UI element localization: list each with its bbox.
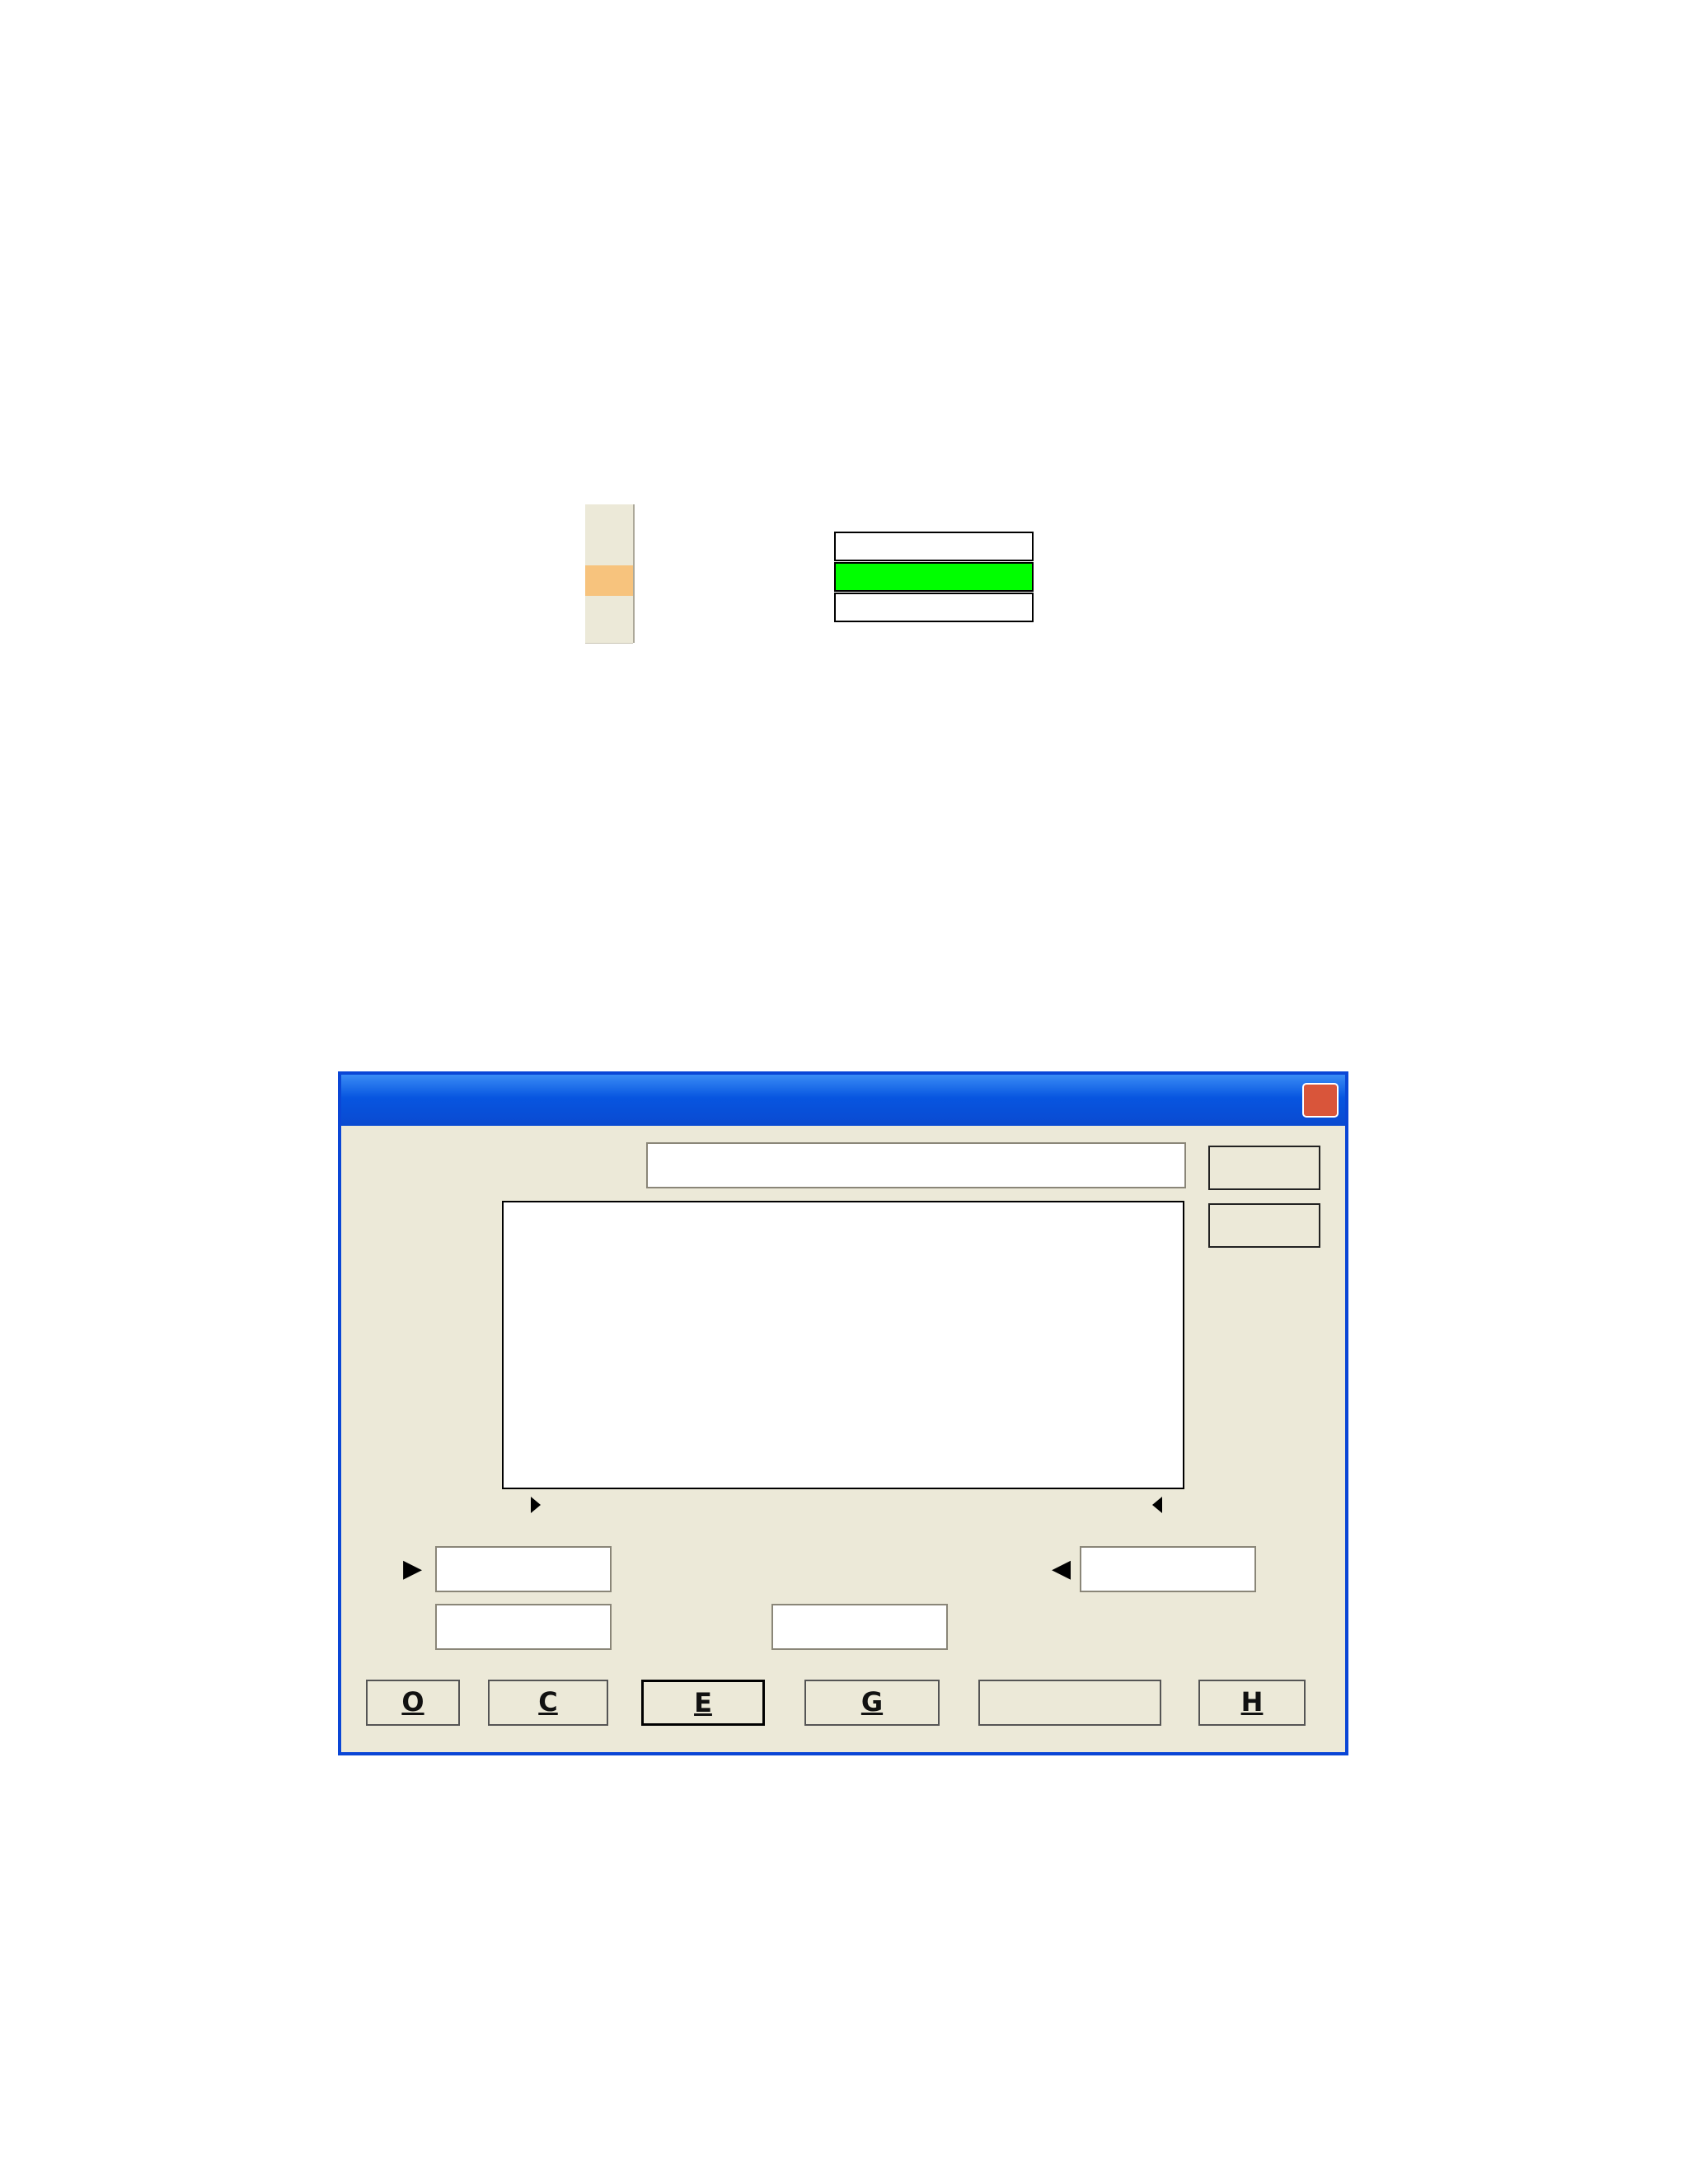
row-header-10 [585,535,633,566]
max-arrow-icon[interactable]: ◀ [1052,1554,1071,1583]
row-header-9 [585,504,633,536]
ok-button[interactable]: O [366,1680,460,1726]
row-header-divider [633,504,635,643]
gallery-button[interactable]: G [804,1680,940,1726]
cell-value-actual-minutes[interactable] [834,532,1034,561]
min-marker-icon [531,1497,541,1513]
row-header-empty [585,626,633,644]
mean-input[interactable] [435,1604,612,1650]
enter-button[interactable]: E [641,1680,765,1726]
row-header-12 [585,596,633,627]
max-input[interactable] [1080,1546,1256,1592]
chart-plot-area [503,1202,1184,1488]
row-header-11 [585,565,633,597]
help-button[interactable]: H [1198,1680,1306,1726]
cancel-button[interactable]: C [488,1680,608,1726]
distribution-chart [341,1075,1352,1569]
spreadsheet-snippet [585,504,1088,643]
std-dev-input[interactable] [771,1604,948,1650]
cell-value-long-distance[interactable] [834,562,1034,592]
max-marker-icon [1152,1497,1162,1513]
correlate-button[interactable] [978,1680,1161,1726]
normal-distribution-dialog [338,1071,1348,1755]
min-input[interactable] [435,1546,612,1592]
cell-value-ld-minutes[interactable] [834,593,1034,622]
min-arrow-icon[interactable]: ▶ [403,1554,423,1583]
